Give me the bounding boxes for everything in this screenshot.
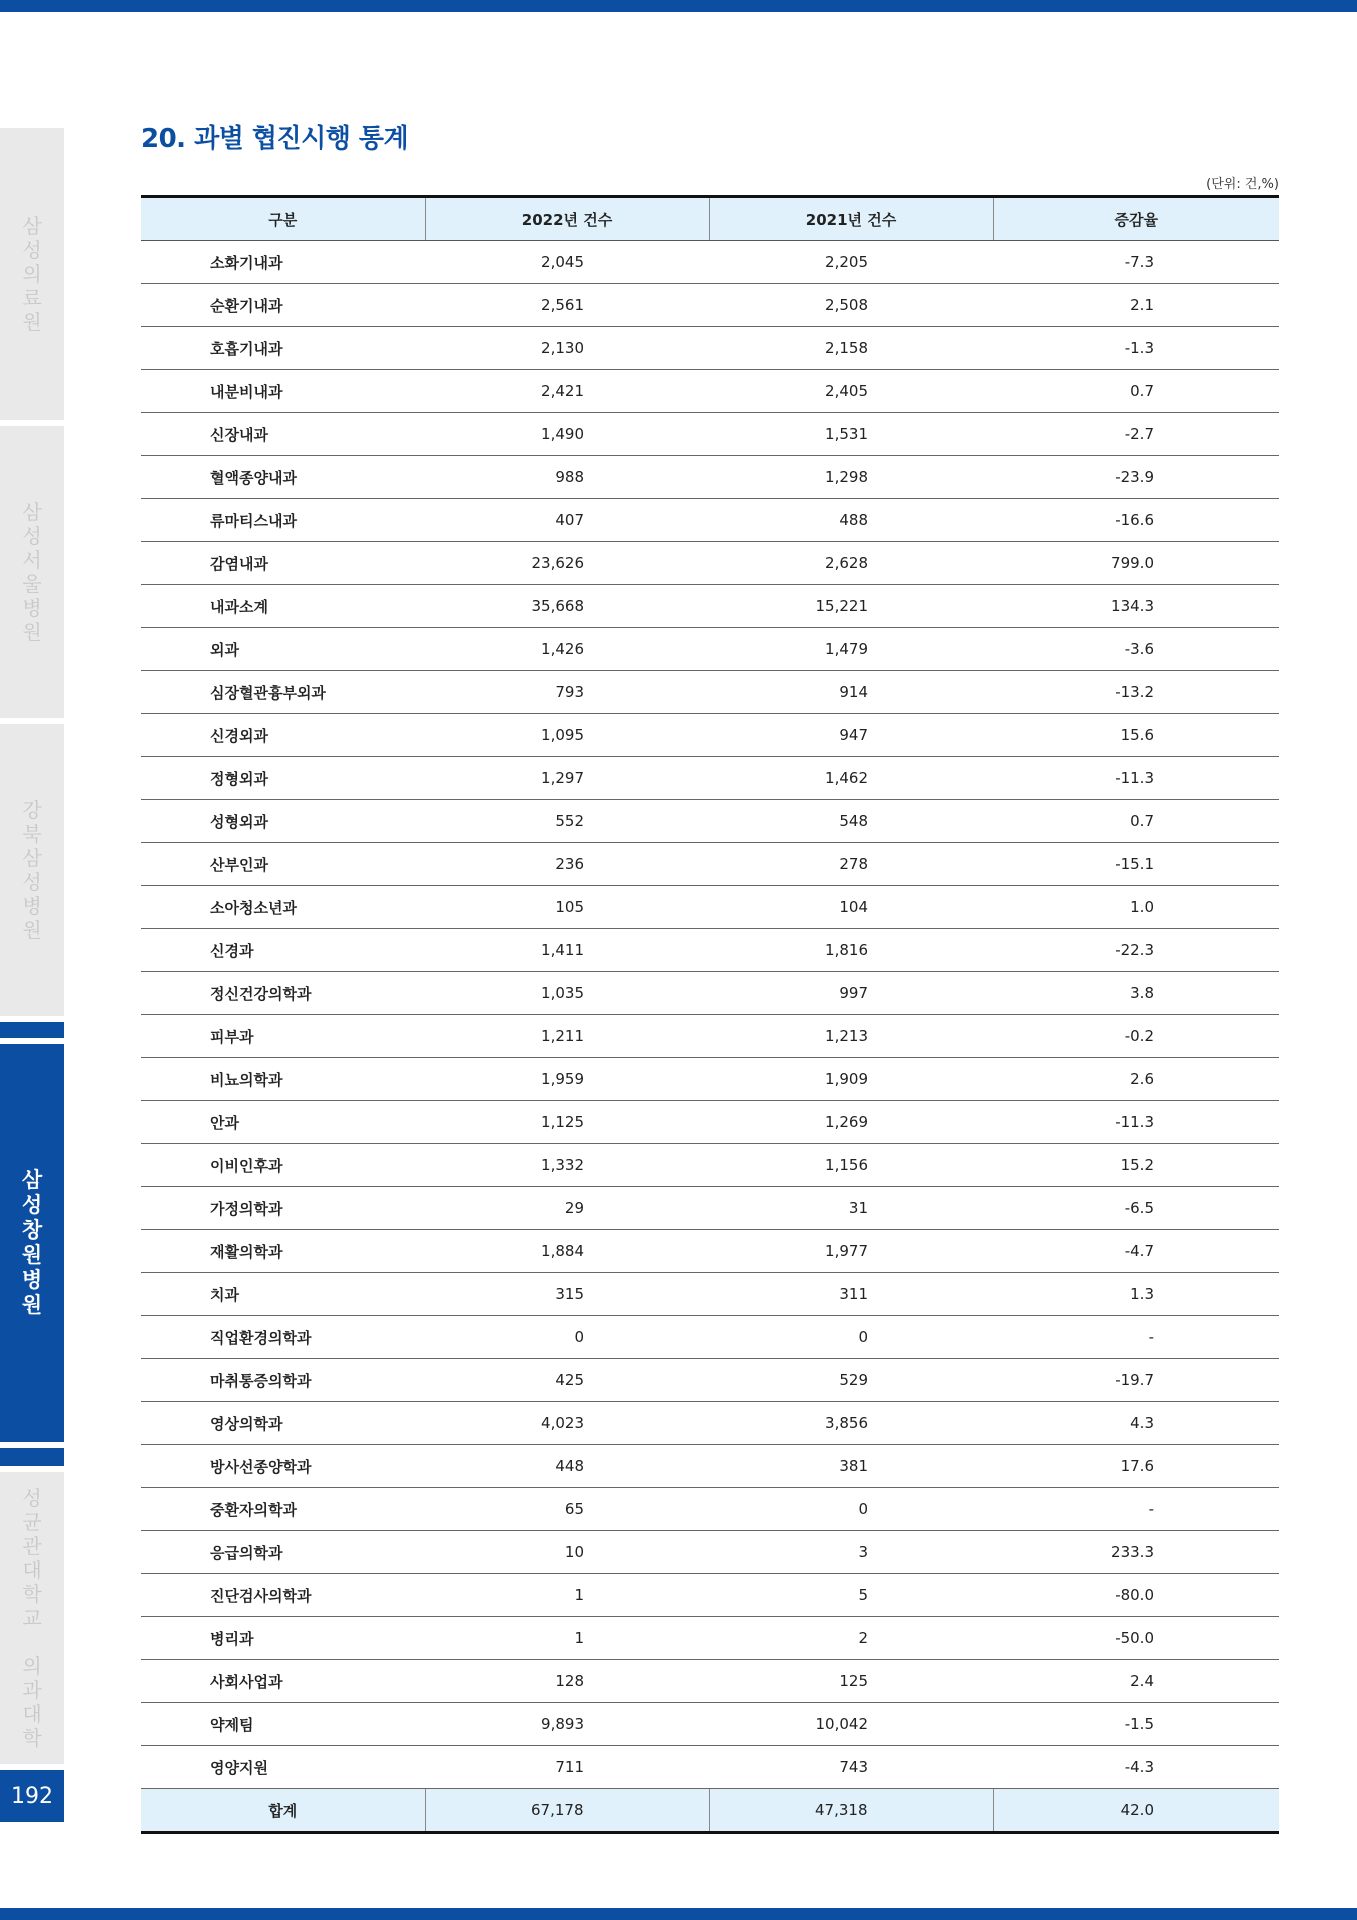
table-row <box>141 1617 1279 1660</box>
row-2022-count: 236 <box>425 843 709 886</box>
row-change-rate: -16.6 <box>993 499 1279 542</box>
row-change-rate: 799.0 <box>993 542 1279 585</box>
table-row <box>141 1703 1279 1746</box>
row-2021-count: 125 <box>709 1660 993 1703</box>
row-2022-count: 2,130 <box>425 327 709 370</box>
row-2021-count: 381 <box>709 1445 993 1488</box>
active-tab-cap-top <box>0 1022 64 1038</box>
row-2021-count: 1,479 <box>709 628 993 671</box>
row-2021-count: 1,213 <box>709 1015 993 1058</box>
row-department: 혈액종양내과 <box>141 456 425 499</box>
row-change-rate: 233.3 <box>993 1531 1279 1574</box>
row-2022-count: 128 <box>425 1660 709 1703</box>
row-2022-count: 65 <box>425 1488 709 1531</box>
row-2022-count: 1,884 <box>425 1230 709 1273</box>
row-department: 진단검사의학과 <box>141 1574 425 1617</box>
table-row <box>141 1058 1279 1101</box>
total-label: 합계 <box>141 1789 425 1833</box>
row-department: 신장내과 <box>141 413 425 456</box>
table-row <box>141 1531 1279 1574</box>
row-department: 내과소계 <box>141 585 425 628</box>
table-row <box>141 241 1279 284</box>
row-department: 피부과 <box>141 1015 425 1058</box>
row-department: 가정의학과 <box>141 1187 425 1230</box>
row-change-rate: -13.2 <box>993 671 1279 714</box>
row-department: 비뇨의학과 <box>141 1058 425 1101</box>
table-row <box>141 1660 1279 1703</box>
table-row <box>141 1187 1279 1230</box>
row-2022-count: 1,095 <box>425 714 709 757</box>
table-body <box>141 241 1279 1789</box>
row-change-rate: 15.2 <box>993 1144 1279 1187</box>
side-tab-skku-medicine[interactable] <box>0 1472 64 1764</box>
table-row <box>141 1273 1279 1316</box>
side-tab-samsung-changwon-hospital[interactable] <box>0 1044 64 1442</box>
table-row <box>141 1144 1279 1187</box>
table-row <box>141 585 1279 628</box>
row-2021-count: 2,508 <box>709 284 993 327</box>
row-2022-count: 1,211 <box>425 1015 709 1058</box>
side-tab-kangbuk-samsung-hospital[interactable] <box>0 724 64 1016</box>
row-department: 치과 <box>141 1273 425 1316</box>
row-2021-count: 2,205 <box>709 241 993 284</box>
row-2022-count: 425 <box>425 1359 709 1402</box>
row-2021-count: 1,909 <box>709 1058 993 1101</box>
row-department: 마취통증의학과 <box>141 1359 425 1402</box>
table-row <box>141 327 1279 370</box>
table-row <box>141 628 1279 671</box>
row-change-rate: -11.3 <box>993 1101 1279 1144</box>
row-2021-count: 3,856 <box>709 1402 993 1445</box>
row-department: 약제팀 <box>141 1703 425 1746</box>
page-number: 192 <box>0 1770 64 1822</box>
row-department: 정형외과 <box>141 757 425 800</box>
row-change-rate: -23.9 <box>993 456 1279 499</box>
header-category: 구분 <box>141 197 425 241</box>
table-row <box>141 284 1279 327</box>
side-tab-label: 강 북 삼 성 병 원 <box>22 798 42 942</box>
row-2021-count: 529 <box>709 1359 993 1402</box>
row-2022-count: 448 <box>425 1445 709 1488</box>
row-department: 소아청소년과 <box>141 886 425 929</box>
total-2021: 47,318 <box>709 1789 993 1833</box>
row-department: 사회사업과 <box>141 1660 425 1703</box>
row-2022-count: 1,035 <box>425 972 709 1015</box>
row-change-rate: - <box>993 1488 1279 1531</box>
row-2021-count: 15,221 <box>709 585 993 628</box>
row-2021-count: 914 <box>709 671 993 714</box>
row-2021-count: 2,158 <box>709 327 993 370</box>
row-2021-count: 1,977 <box>709 1230 993 1273</box>
table-row <box>141 1230 1279 1273</box>
row-2022-count: 1,959 <box>425 1058 709 1101</box>
row-change-rate: 134.3 <box>993 585 1279 628</box>
row-department: 정신건강의학과 <box>141 972 425 1015</box>
table-row <box>141 413 1279 456</box>
table-row <box>141 757 1279 800</box>
side-tab-label: 삼 성 창 원 병 원 <box>21 1168 43 1317</box>
row-2022-count: 407 <box>425 499 709 542</box>
row-department: 감염내과 <box>141 542 425 585</box>
row-change-rate: -1.3 <box>993 327 1279 370</box>
row-change-rate: -11.3 <box>993 757 1279 800</box>
row-2021-count: 278 <box>709 843 993 886</box>
row-change-rate: -6.5 <box>993 1187 1279 1230</box>
row-change-rate: -7.3 <box>993 241 1279 284</box>
row-2021-count: 488 <box>709 499 993 542</box>
row-department: 응급의학과 <box>141 1531 425 1574</box>
row-change-rate: -0.2 <box>993 1015 1279 1058</box>
row-2021-count: 1,298 <box>709 456 993 499</box>
row-change-rate: - <box>993 1316 1279 1359</box>
table-total-row <box>141 1789 1279 1833</box>
table-row <box>141 1402 1279 1445</box>
row-2022-count: 2,421 <box>425 370 709 413</box>
header-2021-count: 2021년 건수 <box>709 197 993 241</box>
row-2022-count: 552 <box>425 800 709 843</box>
total-change: 42.0 <box>993 1789 1279 1833</box>
row-department: 신경외과 <box>141 714 425 757</box>
row-change-rate: 15.6 <box>993 714 1279 757</box>
row-2021-count: 31 <box>709 1187 993 1230</box>
row-change-rate: 0.7 <box>993 800 1279 843</box>
row-change-rate: 2.6 <box>993 1058 1279 1101</box>
side-tab-samsung-medical-center[interactable] <box>0 128 64 420</box>
row-change-rate: -80.0 <box>993 1574 1279 1617</box>
table-row <box>141 972 1279 1015</box>
row-2022-count: 1 <box>425 1574 709 1617</box>
row-change-rate: -15.1 <box>993 843 1279 886</box>
table-row <box>141 843 1279 886</box>
row-department: 재활의학과 <box>141 1230 425 1273</box>
table-row <box>141 542 1279 585</box>
row-2021-count: 1,462 <box>709 757 993 800</box>
row-2021-count: 311 <box>709 1273 993 1316</box>
row-2022-count: 29 <box>425 1187 709 1230</box>
row-2022-count: 35,668 <box>425 585 709 628</box>
row-change-rate: 0.7 <box>993 370 1279 413</box>
row-2021-count: 2 <box>709 1617 993 1660</box>
row-2021-count: 3 <box>709 1531 993 1574</box>
row-2021-count: 104 <box>709 886 993 929</box>
row-department: 직업환경의학과 <box>141 1316 425 1359</box>
bottom-accent-bar <box>0 1908 1357 1920</box>
row-department: 소화기내과 <box>141 241 425 284</box>
row-2021-count: 10,042 <box>709 1703 993 1746</box>
row-2021-count: 1,816 <box>709 929 993 972</box>
total-2022: 67,178 <box>425 1789 709 1833</box>
row-change-rate: -19.7 <box>993 1359 1279 1402</box>
row-department: 산부인과 <box>141 843 425 886</box>
row-2022-count: 1,297 <box>425 757 709 800</box>
row-department: 방사선종양학과 <box>141 1445 425 1488</box>
row-department: 병리과 <box>141 1617 425 1660</box>
row-department: 영상의학과 <box>141 1402 425 1445</box>
row-2021-count: 1,156 <box>709 1144 993 1187</box>
table-row <box>141 1015 1279 1058</box>
row-change-rate: -4.3 <box>993 1746 1279 1789</box>
row-2021-count: 2,405 <box>709 370 993 413</box>
row-2021-count: 1,531 <box>709 413 993 456</box>
row-2021-count: 947 <box>709 714 993 757</box>
row-2022-count: 1,332 <box>425 1144 709 1187</box>
row-department: 호흡기내과 <box>141 327 425 370</box>
page-title: 20. 과별 협진시행 통계 <box>141 124 409 154</box>
row-2021-count: 5 <box>709 1574 993 1617</box>
table-row <box>141 456 1279 499</box>
row-department: 류마티스내과 <box>141 499 425 542</box>
row-department: 신경과 <box>141 929 425 972</box>
row-2021-count: 997 <box>709 972 993 1015</box>
row-change-rate: -3.6 <box>993 628 1279 671</box>
row-2022-count: 2,045 <box>425 241 709 284</box>
table-row <box>141 714 1279 757</box>
row-2021-count: 743 <box>709 1746 993 1789</box>
row-change-rate: 2.4 <box>993 1660 1279 1703</box>
row-2022-count: 793 <box>425 671 709 714</box>
row-department: 심장혈관흉부외과 <box>141 671 425 714</box>
row-department: 중환자의학과 <box>141 1488 425 1531</box>
row-change-rate: -50.0 <box>993 1617 1279 1660</box>
row-2021-count: 0 <box>709 1488 993 1531</box>
table-row <box>141 1316 1279 1359</box>
row-department: 영양지원 <box>141 1746 425 1789</box>
table-row <box>141 1488 1279 1531</box>
table-row <box>141 671 1279 714</box>
table-header-row <box>141 197 1279 241</box>
row-change-rate: -2.7 <box>993 413 1279 456</box>
row-2022-count: 105 <box>425 886 709 929</box>
table-row <box>141 1445 1279 1488</box>
row-change-rate: -4.7 <box>993 1230 1279 1273</box>
row-2022-count: 1,125 <box>425 1101 709 1144</box>
table-row <box>141 1746 1279 1789</box>
row-change-rate: 4.3 <box>993 1402 1279 1445</box>
row-department: 성형외과 <box>141 800 425 843</box>
table-row <box>141 1574 1279 1617</box>
row-change-rate: 1.0 <box>993 886 1279 929</box>
row-2022-count: 711 <box>425 1746 709 1789</box>
row-2021-count: 548 <box>709 800 993 843</box>
header-2022-count: 2022년 건수 <box>425 197 709 241</box>
row-department: 이비인후과 <box>141 1144 425 1187</box>
row-2022-count: 4,023 <box>425 1402 709 1445</box>
table-row <box>141 370 1279 413</box>
row-change-rate: 2.1 <box>993 284 1279 327</box>
top-accent-bar <box>0 0 1357 12</box>
row-2022-count: 0 <box>425 1316 709 1359</box>
row-department: 안과 <box>141 1101 425 1144</box>
consultation-stats-table <box>141 195 1279 1834</box>
row-2022-count: 1,411 <box>425 929 709 972</box>
row-department: 외과 <box>141 628 425 671</box>
side-tab-label: 삼 성 서 울 병 원 <box>22 500 42 644</box>
row-2022-count: 1 <box>425 1617 709 1660</box>
table-row <box>141 800 1279 843</box>
row-2022-count: 1,426 <box>425 628 709 671</box>
row-department: 내분비내과 <box>141 370 425 413</box>
header-change-rate: 증감율 <box>993 197 1279 241</box>
row-2022-count: 2,561 <box>425 284 709 327</box>
side-tab-label: 삼 성 의 료 원 <box>22 214 42 334</box>
row-2022-count: 10 <box>425 1531 709 1574</box>
active-tab-cap-bottom <box>0 1448 64 1466</box>
row-change-rate: -1.5 <box>993 1703 1279 1746</box>
row-2022-count: 315 <box>425 1273 709 1316</box>
table-row <box>141 929 1279 972</box>
row-2022-count: 9,893 <box>425 1703 709 1746</box>
row-2021-count: 2,628 <box>709 542 993 585</box>
side-tab-samsung-seoul-hospital[interactable] <box>0 426 64 718</box>
table-row <box>141 886 1279 929</box>
row-2022-count: 988 <box>425 456 709 499</box>
table-row <box>141 499 1279 542</box>
row-2021-count: 1,269 <box>709 1101 993 1144</box>
row-department: 순환기내과 <box>141 284 425 327</box>
row-change-rate: 1.3 <box>993 1273 1279 1316</box>
row-2022-count: 23,626 <box>425 542 709 585</box>
row-change-rate: 3.8 <box>993 972 1279 1015</box>
table-row <box>141 1359 1279 1402</box>
row-change-rate: 17.6 <box>993 1445 1279 1488</box>
table-row <box>141 1101 1279 1144</box>
row-change-rate: -22.3 <box>993 929 1279 972</box>
row-2022-count: 1,490 <box>425 413 709 456</box>
side-tab-label: 성 균 관 대 학 교 의 과 대 학 <box>22 1486 42 1750</box>
row-2021-count: 0 <box>709 1316 993 1359</box>
unit-note: (단위: 건,%) <box>1206 177 1279 192</box>
